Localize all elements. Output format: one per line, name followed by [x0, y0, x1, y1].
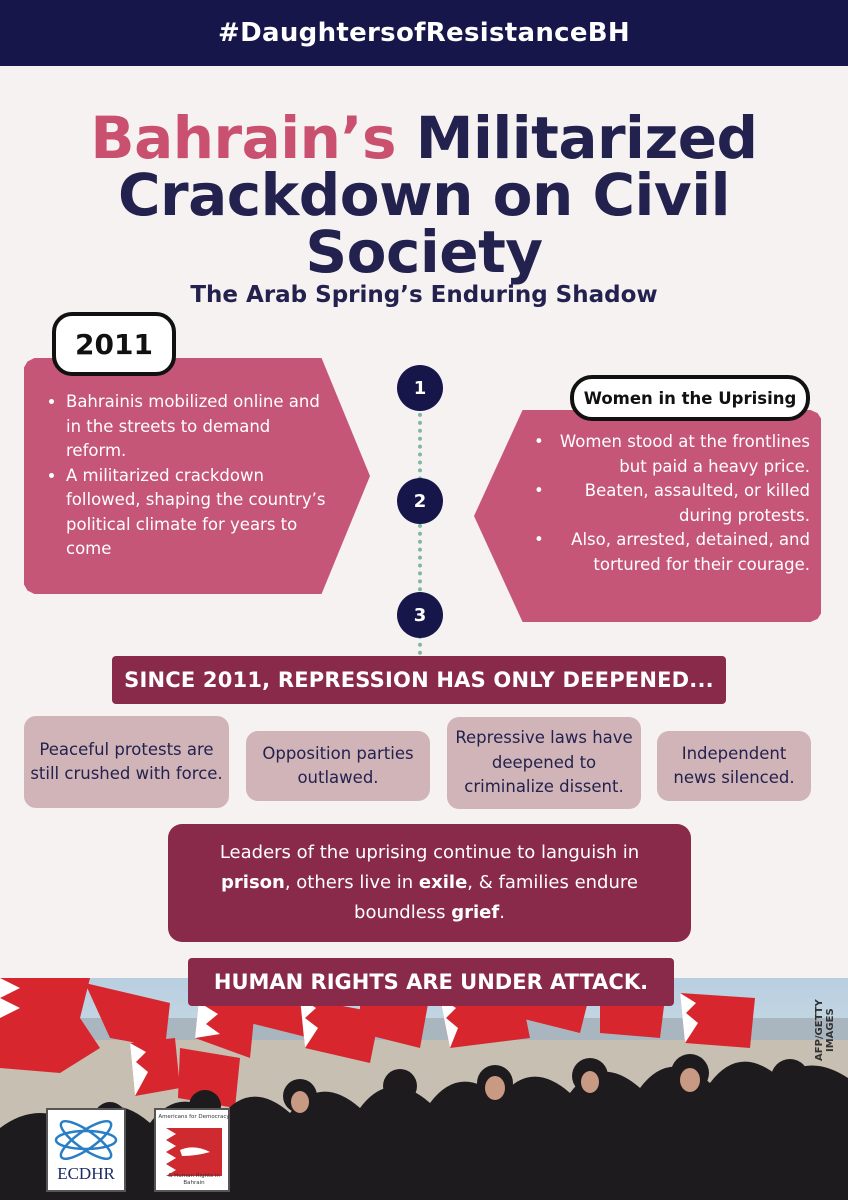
leaders-exile: exile: [418, 872, 468, 893]
adhrb-logo-text-bottom: & Human Rights in Bahrain: [168, 1173, 220, 1186]
photo-credit: AFP/GETTY IMAGES: [814, 999, 836, 1061]
adhrb-logo-text-top: Americans for Democracy: [158, 1114, 230, 1120]
leaders-text-4: .: [499, 902, 505, 923]
hashtag-bar: [0, 0, 848, 66]
leaders-prison: prison: [221, 872, 285, 893]
ecdhr-logo[interactable]: [46, 1108, 126, 1192]
title-accent: Bahrain’s: [90, 104, 397, 172]
card-laws: Repressive laws have deepened to criminalize dissent.: [447, 717, 641, 809]
protest-photo: [0, 978, 848, 1200]
year-badge: 2011: [52, 312, 176, 376]
left-bullet-2: • A militarized crackdown followed, shaping the country’s political climate for years to come: [66, 464, 334, 562]
leaders-text: [188, 838, 671, 928]
women-uprising-tag: Women in the Uprising: [570, 375, 810, 421]
step-2-circle: 2: [397, 478, 443, 524]
leaders-text-1: Leaders of the uprising continue to languish in: [219, 842, 640, 863]
since-2011-banner: SINCE 2011, REPRESSION HAS ONLY DEEPENED...: [112, 656, 726, 704]
right-bullet-2: • Beaten, assaulted, or killed during protests.: [530, 479, 810, 528]
ecdhr-atom-icon: [48, 1110, 124, 1166]
protest-photo-illustration: [0, 978, 848, 1200]
leaders-text-3: , & families endure boundless: [354, 872, 638, 923]
card-protests: Peaceful protests are still crushed with force.: [24, 716, 229, 808]
step-3-circle: 3: [397, 592, 443, 638]
leaders-text-2: , others live in: [284, 872, 419, 893]
page-subtitle: The Arab Spring’s Enduring Shadow: [190, 282, 658, 308]
leaders-grief: grief: [451, 902, 500, 923]
title-rest: Militarized Crackdown on Civil Society: [117, 104, 758, 286]
left-bullet-list: [44, 390, 334, 562]
left-bullet-1: • Bahrainis mobilized online and in the streets to demand reform.: [66, 390, 334, 464]
right-bullet-list: [530, 430, 810, 577]
right-bullet-3: • Also, arrested, detained, and tortured for their courage.: [530, 528, 810, 577]
page-title: [40, 104, 808, 286]
adhrb-logo[interactable]: [154, 1108, 230, 1192]
ecdhr-logo-text: ECDHR: [57, 1164, 115, 1183]
right-bullet-1: • Women stood at the frontlines but paid a heavy price.: [530, 430, 810, 479]
hashtag-text: #DaughtersofResistanceBH: [218, 18, 630, 48]
leaders-box: [168, 824, 691, 942]
step-1-circle: 1: [397, 365, 443, 411]
card-opposition: Opposition parties outlawed.: [246, 731, 430, 801]
card-news: Independent news silenced.: [657, 731, 811, 801]
human-rights-banner: HUMAN RIGHTS ARE UNDER ATTACK.: [188, 958, 674, 1006]
